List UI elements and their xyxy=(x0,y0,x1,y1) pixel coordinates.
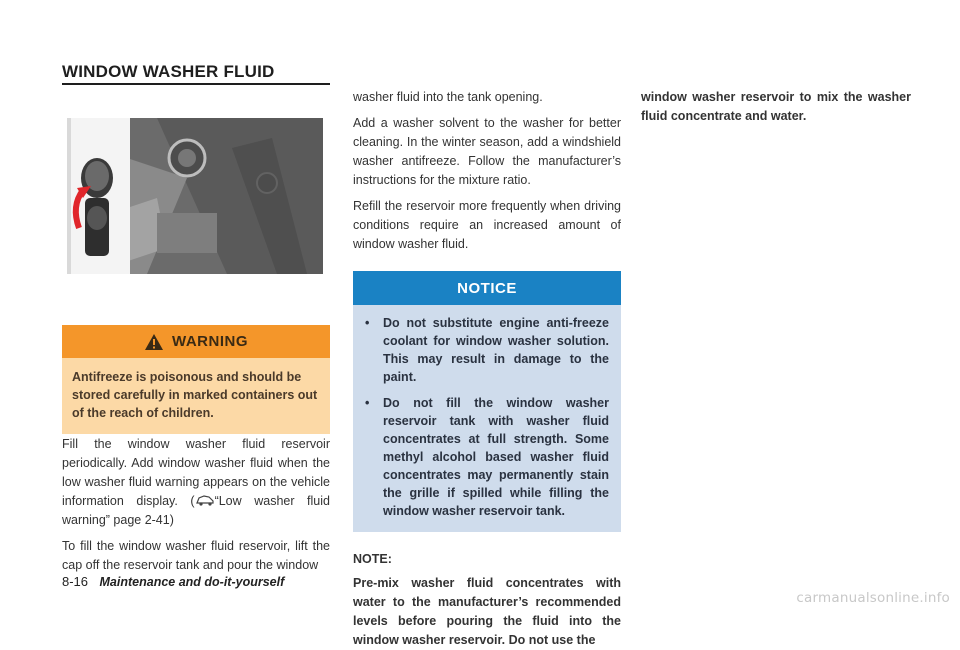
notice-item-text: Do not substitute engine anti-freeze coolant for window washer solution. This may result in damage to the paint. xyxy=(383,316,609,384)
reference-link[interactable]: “Low washer fluid warning” page 2-41) xyxy=(62,494,330,527)
column-1 xyxy=(62,435,330,582)
bullet: • xyxy=(365,316,370,330)
warning-text: Antifreeze is poisonous and should be stored carefully in marked containers out of the reach of children. xyxy=(62,358,330,434)
washer-reservoir-cap-illustration xyxy=(67,118,323,274)
bullet: • xyxy=(365,396,370,410)
paragraph-solvent: Add a washer solvent to the washer for better cleaning. In the winter season, add a windshield washer antifreeze. Follow the manufacturer’s instructions for the mixture ratio. xyxy=(353,116,621,187)
page-number: 8-16 xyxy=(62,574,89,589)
column-2 xyxy=(353,88,621,650)
note-text-continued: window washer reservoir to mix the washer fluid concentrate and water. xyxy=(641,90,911,123)
notice-box xyxy=(353,271,621,532)
title-rule xyxy=(62,83,330,85)
paragraph-lift-cap: To fill the window washer fluid reservoir, lift the cap off the reservoir tank and pour the window xyxy=(62,539,330,572)
column-3 xyxy=(641,88,911,126)
section-title: WINDOW WASHER FLUID xyxy=(62,62,275,81)
notice-item xyxy=(365,314,609,386)
notice-body xyxy=(353,305,621,532)
notice-item xyxy=(365,394,609,520)
warning-box xyxy=(62,325,330,434)
note-text: Pre-mix washer fluid concentrates with water to the manufacturer’s recommended levels before pouring the fluid into the window washer reservoir. Do not use the xyxy=(353,576,621,647)
paragraph-fill-reservoir xyxy=(62,435,330,530)
warning-triangle-icon xyxy=(144,333,164,351)
car-reference-icon xyxy=(195,494,215,506)
paragraph-pour: washer fluid into the tank opening. xyxy=(353,90,543,104)
notice-item-text: Do not fill the window washer reservoir tank with washer fluid concentrates at full strength. Some methyl alcohol based washer fluid concentrates may permanently stain the grille if spilled while filling the window washer reservoir tank. xyxy=(383,396,609,518)
note-label: NOTE: xyxy=(353,552,392,566)
paragraph-text: Fill the window washer fluid reservoir periodically. Add window washer fluid when the low washer fluid warning appears on the vehicle information display. ( xyxy=(62,437,330,508)
paragraph-refill: Refill the reservoir more frequently when driving conditions require an increased amount of window washer fluid. xyxy=(353,199,621,251)
warning-label: WARNING xyxy=(172,333,248,350)
engine-bay-illustration xyxy=(67,118,323,274)
notice-header: NOTICE xyxy=(353,271,621,305)
warning-header xyxy=(62,325,330,358)
watermark: carmanualsonline.info xyxy=(796,590,950,606)
footer-section-title: Maintenance and do-it-yourself xyxy=(99,575,285,589)
page-footer xyxy=(62,574,284,589)
